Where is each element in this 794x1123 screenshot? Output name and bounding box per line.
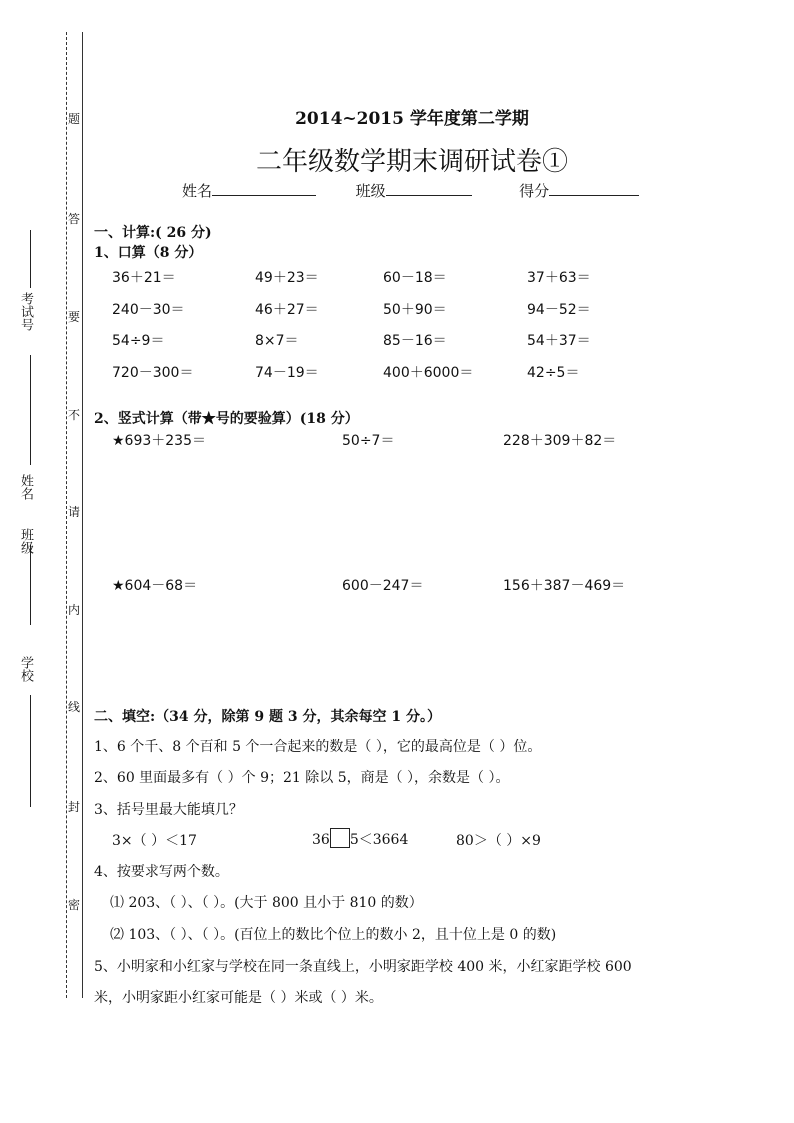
question-3b [312,828,408,849]
vertical-problem: 600－247＝ [342,578,424,594]
vertical-problem: 50÷7＝ [342,433,395,449]
class-field[interactable] [386,181,472,196]
oral-problem: 36＋21＝ [112,270,176,286]
name-side-label: 姓名 [18,474,33,500]
question-5-line1: 5、小明家和小红家与学校在同一条直线上，小明家距学校 400 米，小红家距学校 600 [94,959,632,975]
question-1: 1、6 个千、8 个百和 5 个一合起来的数是（ ），它的最高位是（ ）位。 [94,739,542,755]
oral-calc-title: 1、口算（8 分） [94,245,203,261]
oral-problem: 50＋90＝ [383,302,447,318]
oral-problem: 42÷5＝ [527,365,580,381]
exam-number-blank[interactable] [30,230,31,288]
student-info-row [182,180,639,201]
vertical-calc-title: 2、竖式计算（带★号的要验算）(18 分） [94,411,359,427]
school-side-label: 学校 [18,656,33,682]
question-2: 2、60 里面最多有（ ）个 9；21 除以 5，商是（ ），余数是（ ）。 [94,770,510,786]
vertical-problem: 156＋387－469＝ [503,578,626,594]
class-side-label: 班级 [18,528,33,554]
seal-char: 答 [67,212,80,226]
oral-problem: 60－18＝ [383,270,447,286]
vertical-problem: 228＋309＋82＝ [503,433,617,449]
seal-char: 密 [67,898,80,912]
vertical-problem: ★604－68＝ [112,578,198,594]
q3b-suffix: 5＜3664 [349,832,409,848]
seal-char: 内 [67,603,80,617]
seal-char: 封 [67,800,80,814]
seal-char: 不 [67,408,80,422]
q3b-prefix: 36 [312,832,330,848]
term-title: 2014~2015 学年度第二学期 [295,109,529,129]
question-4-1: ⑴ 203、（ ）、（ ）。(大于 800 且小于 810 的数） [110,895,423,911]
oral-problem: 400＋6000＝ [383,365,474,381]
question-3c: 80＞（ ）×9 [456,833,541,849]
vertical-problem: ★693＋235＝ [112,433,206,449]
seal-char: 题 [67,112,80,126]
score-label: 得分 [519,182,550,200]
question-5-line2: 米，小明家距小红家可能是（ ）米或（ ）米。 [94,990,383,1006]
oral-problem: 240－30＝ [112,302,185,318]
class-blank[interactable] [30,545,31,625]
name-blank[interactable] [30,355,31,465]
question-4-2: ⑵ 103、（ ）、（ ）。(百位上的数比个位上的数小 2，且十位上是 0 的数) [110,927,557,943]
oral-problem: 49＋23＝ [255,270,319,286]
question-3a: 3×（ ）＜17 [112,833,197,849]
part1-title: 一、计算:( 26 分) [94,225,212,241]
oral-problem: 54＋37＝ [527,333,591,349]
oral-problem: 8×7＝ [255,333,299,349]
score-field[interactable] [549,181,639,196]
question-3: 3、括号里最大能填几？ [94,802,243,818]
school-blank[interactable] [30,695,31,807]
class-label: 班级 [355,182,386,200]
oral-problem: 46＋27＝ [255,302,319,318]
exam-number-label: 考试号 [18,292,33,331]
name-field[interactable] [212,181,316,196]
oral-problem: 37＋63＝ [527,270,591,286]
oral-problem: 85－16＝ [383,333,447,349]
seal-char: 请 [67,505,80,519]
answer-box[interactable] [330,828,350,848]
name-label: 姓名 [182,182,213,200]
oral-problem: 74－19＝ [255,365,319,381]
oral-problem: 720－300＝ [112,365,194,381]
oral-problem: 54÷9＝ [112,333,165,349]
oral-problem: 94－52＝ [527,302,591,318]
seal-char: 要 [67,310,80,324]
seal-char: 线 [67,700,80,714]
question-4: 4、按要求写两个数。 [94,864,229,880]
exam-title: 二年级数学期末调研试卷① [255,147,568,177]
part2-title: 二、填空:（34 分，除第 9 题 3 分，其余每空 1 分。） [94,709,441,725]
